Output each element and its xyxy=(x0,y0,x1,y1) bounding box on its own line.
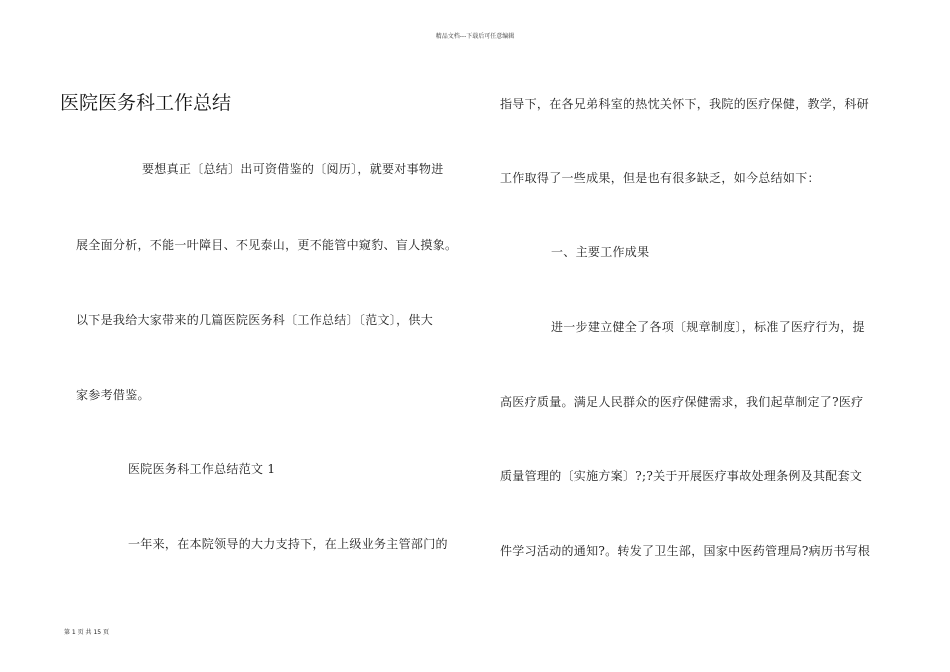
left-paragraph-line-1: 要想真正〔总结〕出可资借鉴的〔阅历〕，就要对事物进 xyxy=(142,162,444,176)
right-paragraph-line-2: 工作取得了一些成果，但是也有很多缺乏，如今总结如下： xyxy=(500,171,820,185)
right-paragraph-line-6: 质量管理的〔实施方案〕?;?关于开展医疗事故处理条例及其配套文 xyxy=(500,469,863,483)
right-paragraph-line-1: 指导下，在各兄弟科室的热忱关怀下，我院的医疗保健，教学，科研 xyxy=(500,97,870,111)
page-number: 第 1 页 共 15 页 xyxy=(64,629,109,636)
document-title: 医院医务科工作总结 xyxy=(60,92,232,114)
section-heading-sample-1: 医院医务科工作总结范文 1 xyxy=(128,462,276,476)
right-paragraph-line-4: 进一步建立健全了各项〔规章制度〕，标准了医疗行为，提 xyxy=(551,320,865,334)
right-paragraph-line-5: 高医疗质量。满足人民群众的医疗保健需求，我们起草制定了?医疗 xyxy=(500,395,864,409)
left-paragraph-line-2: 展全面分析，不能一叶障目、不见泰山，更不能管中窥豹、盲人摸象。 xyxy=(76,238,458,252)
header-note: 精品文档---下载后可任意编辑 xyxy=(435,33,515,40)
left-paragraph-line-6: 一年来，在本院领导的大力支持下，在上级业务主管部门的 xyxy=(128,537,448,551)
right-paragraph-line-7: 件学习活动的通知?。转发了卫生部，国家中医药管理局?病历书写根 xyxy=(500,544,871,558)
subheading-main-achievements: 一、主要工作成果 xyxy=(551,245,650,259)
left-paragraph-line-4: 家参考借鉴。 xyxy=(76,388,150,402)
left-paragraph-line-3: 以下是我给大家带来的几篇医院医务科〔工作总结〕〔范文〕，供大 xyxy=(76,313,434,327)
